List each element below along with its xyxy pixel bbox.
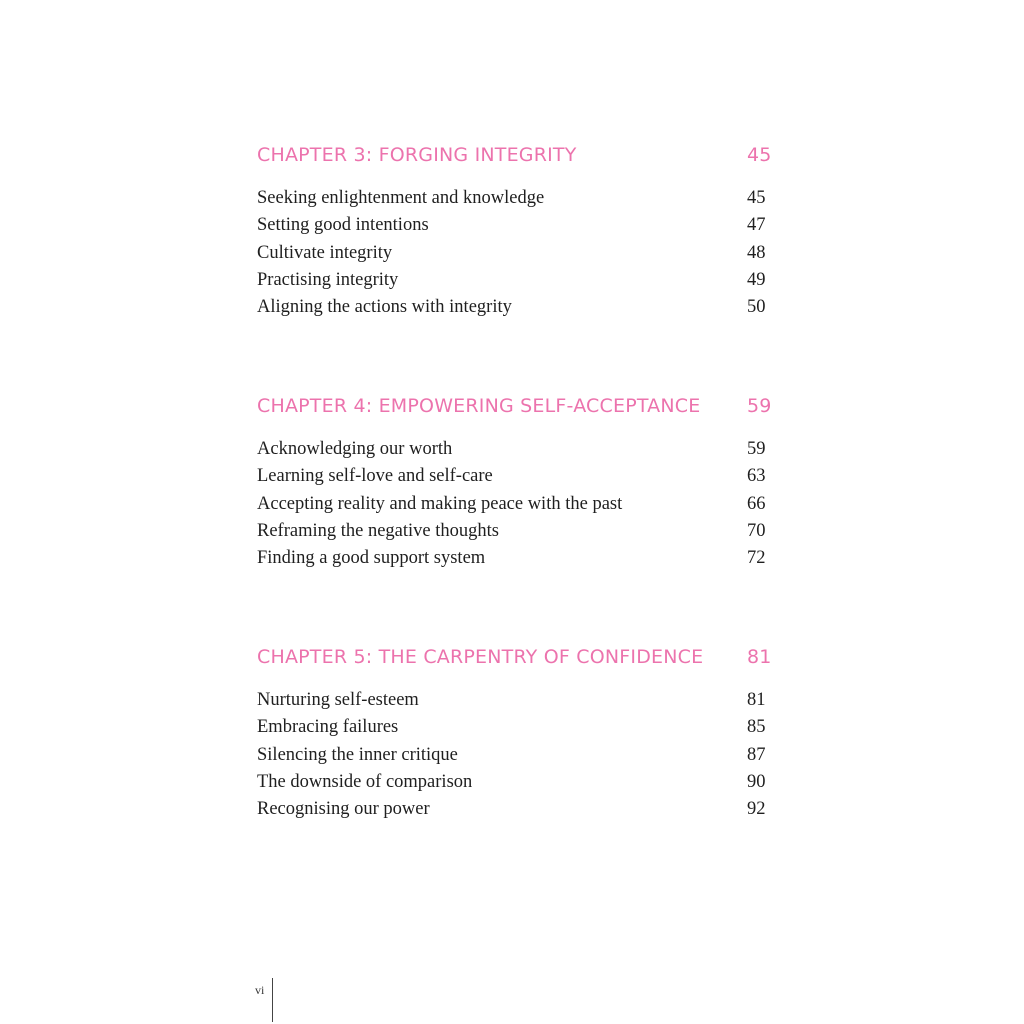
toc-entry	[257, 745, 777, 772]
toc-entry-page: 90	[747, 771, 766, 792]
chapter-block	[257, 646, 777, 826]
toc-entry-page: 70	[747, 520, 766, 541]
toc-entry-label: Seeking enlightenment and knowledge	[257, 188, 545, 208]
toc-entry-label: Finding a good support system	[257, 548, 486, 569]
toc-entry-page: 49	[747, 269, 766, 290]
toc-entry	[257, 439, 777, 466]
chapter-heading	[257, 395, 777, 421]
chapter-page-number: 81	[747, 646, 772, 668]
toc-entry	[257, 494, 777, 521]
toc-entry-label: Accepting reality and making peace with the past	[257, 493, 623, 514]
toc-entry-label: The downside of comparison	[257, 771, 473, 792]
toc-entry-label: Aligning the actions with integrity	[257, 297, 512, 318]
toc-entry	[257, 521, 777, 548]
toc-entry-label: Learning self-love and self-care	[257, 466, 493, 487]
toc-entry	[257, 772, 777, 799]
toc-entry-label: Embracing failures	[257, 717, 399, 738]
toc-entry-page: 45	[747, 188, 766, 208]
page-folio: vi	[255, 983, 265, 997]
chapter-title: CHAPTER 4: EMPOWERING SELF-ACCEPTANCE	[257, 395, 701, 417]
toc-entry-label: Recognising our power	[257, 799, 430, 820]
toc-entry-label: Acknowledging our worth	[257, 439, 453, 459]
toc-entry-page: 85	[747, 717, 766, 738]
folio-divider	[272, 978, 273, 1022]
toc-entry-label: Reframing the negative thoughts	[257, 520, 499, 541]
toc-entry-label: Practising integrity	[257, 269, 399, 290]
chapter-page-number: 59	[747, 395, 772, 417]
toc-entry	[257, 466, 777, 493]
chapter-heading	[257, 646, 777, 672]
toc-entry-page: 63	[747, 466, 766, 487]
chapter-heading	[257, 144, 777, 170]
toc-entry-label: Setting good intentions	[257, 215, 429, 236]
toc-entry	[257, 717, 777, 744]
toc-entry	[257, 188, 777, 215]
toc-entry-label: Cultivate integrity	[257, 242, 393, 263]
toc-entry-label: Nurturing self-esteem	[257, 690, 419, 710]
toc-entry	[257, 690, 777, 717]
toc-entry-page: 48	[747, 242, 766, 263]
toc-entry-page: 66	[747, 493, 766, 514]
chapter-block	[257, 395, 777, 575]
chapter-title: CHAPTER 3: FORGING INTEGRITY	[257, 144, 577, 166]
chapter-page-number: 45	[747, 144, 772, 166]
chapter-block	[257, 144, 777, 324]
toc-entry	[257, 270, 777, 297]
toc-entry	[257, 799, 777, 826]
toc-entry-page: 47	[747, 215, 766, 236]
toc-entry	[257, 548, 777, 575]
toc-entry	[257, 297, 777, 324]
toc-entry-page: 50	[747, 297, 766, 318]
toc-entry-label: Silencing the inner critique	[257, 744, 458, 765]
toc-entry-page: 81	[747, 690, 766, 710]
toc-entry	[257, 243, 777, 270]
toc-entry-page: 87	[747, 744, 766, 765]
toc-entry-page: 92	[747, 799, 766, 820]
toc-entry-page: 72	[747, 548, 766, 569]
toc-entry	[257, 215, 777, 242]
chapter-title: CHAPTER 5: THE CARPENTRY OF CONFIDENCE	[257, 646, 704, 668]
toc-entry-page: 59	[747, 439, 766, 459]
